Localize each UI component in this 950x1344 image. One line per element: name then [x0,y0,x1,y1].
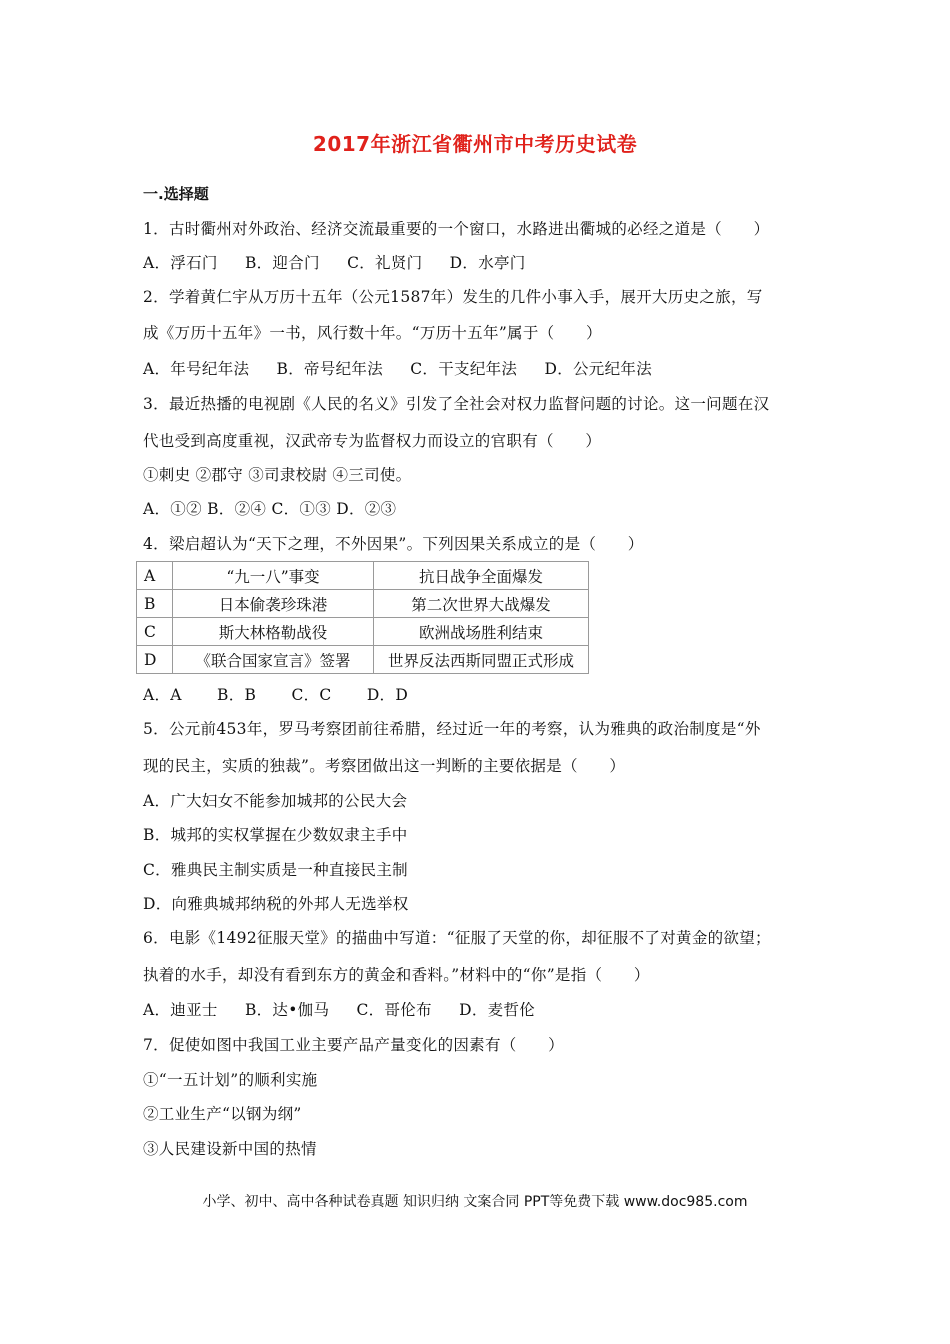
q2-options [143,357,674,379]
q1-options [143,251,548,273]
q3-items: ①刺史 ②郡守 ③司隶校尉 ④三司使。 [143,466,412,484]
page-title: 2017年浙江省衢州市中考历史试卷 [312,132,638,156]
q5-option-a: A．广大妇女不能参加城邦的公民大会 [143,792,408,810]
q4-option-c: C．C [291,686,332,704]
q1-option-c: C．礼贤门 [347,254,423,272]
section-heading: 一.选择题 [143,185,209,203]
q4-stem: 4．梁启超认为“天下之理，不外因果”。下列因果关系成立的是（ ） [143,535,644,553]
row-key: B [137,590,173,618]
q5-stem-line2: 现的民主，实质的独裁”。考察团做出这一判断的主要依据是（ ） [143,757,626,775]
q4-options [143,683,430,705]
table-row [137,618,589,646]
q6-stem-line2: 执着的水手，却没有看到东方的黄金和香料。”材料中的“你”是指（ ） [143,966,650,984]
effect-cell: 世界反法西斯同盟正式形成 [374,646,589,674]
q2-option-b: B．帝号纪年法 [276,360,384,378]
q6-option-c: C．哥伦布 [356,1001,432,1019]
row-key: A [137,562,173,590]
q2-stem-line2: 成《万历十五年》一书，风行数十年。“万历十五年”属于（ ） [143,324,602,342]
cause-effect-table [136,561,589,674]
cause-cell: 《联合国家宣言》签署 [173,646,374,674]
q4-option-b: B．B [217,686,257,704]
page-footer: 小学、初中、高中各种试卷真题 知识归纳 文案合同 PPT等免费下载 www.doc985.com [202,1194,748,1210]
q2-stem-line1: 2．学着黄仁宇从万历十五年（公元1587年）发生的几件小事入手，展开大历史之旅，写 [143,288,763,306]
q1-option-d: D．水亭门 [449,254,526,272]
effect-cell: 抗日战争全面爆发 [374,562,589,590]
q6-option-d: D．麦哲伦 [459,1001,536,1019]
q7-stem: 7．促使如图中我国工业主要产品产量变化的因素有（ ） [143,1036,564,1054]
cause-cell: 日本偷袭珍珠港 [173,590,374,618]
q3-stem-line2: 代也受到高度重视，汉武帝专为监督权力而设立的官职有（ ） [143,432,602,450]
table-row [137,590,589,618]
q4-option-d: D．D [366,686,409,704]
cause-cell: “九一八”事变 [173,562,374,590]
q6-stem-line1: 6．电影《1492征服天堂》的描曲中写道：“征服了天堂的你，却征服不了对黄金的欲望； [143,929,771,947]
q6-options [143,998,557,1020]
q2-option-a: A．年号纪年法 [143,360,250,378]
q7-item-1: ①“一五计划”的顺利实施 [143,1071,318,1089]
q7-item-3: ③人民建设新中国的热情 [143,1140,317,1158]
q2-option-d: D．公元纪年法 [544,360,652,378]
cause-cell: 斯大林格勒战役 [173,618,374,646]
q3-stem-line1: 3．最近热播的电视剧《人民的名义》引发了全社会对权力监督问题的讨论。这一问题在汉 [143,395,770,413]
q1-option-a: A．浮石门 [143,254,218,272]
effect-cell: 第二次世界大战爆发 [374,590,589,618]
q5-stem-line1: 5．公元前453年，罗马考察团前往希腊，经过近一年的考察，认为雅典的政治制度是“外 [143,720,761,738]
q3-options: A．①② B．②④ C．①③ D．②③ [143,500,397,518]
q1-option-b: B．迎合门 [244,254,320,272]
q5-option-b: B．城邦的实权掌握在少数奴隶主手中 [143,826,408,844]
q5-option-d: D．向雅典城邦纳税的外邦人无选举权 [143,895,409,913]
q2-option-c: C．干支纪年法 [410,360,518,378]
q7-item-2: ②工业生产“以钢为纲” [143,1105,302,1123]
row-key: D [137,646,173,674]
table-row [137,562,589,590]
effect-cell: 欧洲战场胜利结束 [374,618,589,646]
q6-option-b: B．达•伽马 [244,1001,330,1019]
q6-option-a: A．迪亚士 [143,1001,218,1019]
q1-stem: 1．古时衢州对外政治、经济交流最重要的一个窗口，水路进出衢城的必经之道是（ ） [143,220,770,238]
q5-option-c: C．雅典民主制实质是一种直接民主制 [143,861,408,879]
row-key: C [137,618,173,646]
table-row [137,646,589,674]
q4-option-a: A．A [143,686,182,704]
